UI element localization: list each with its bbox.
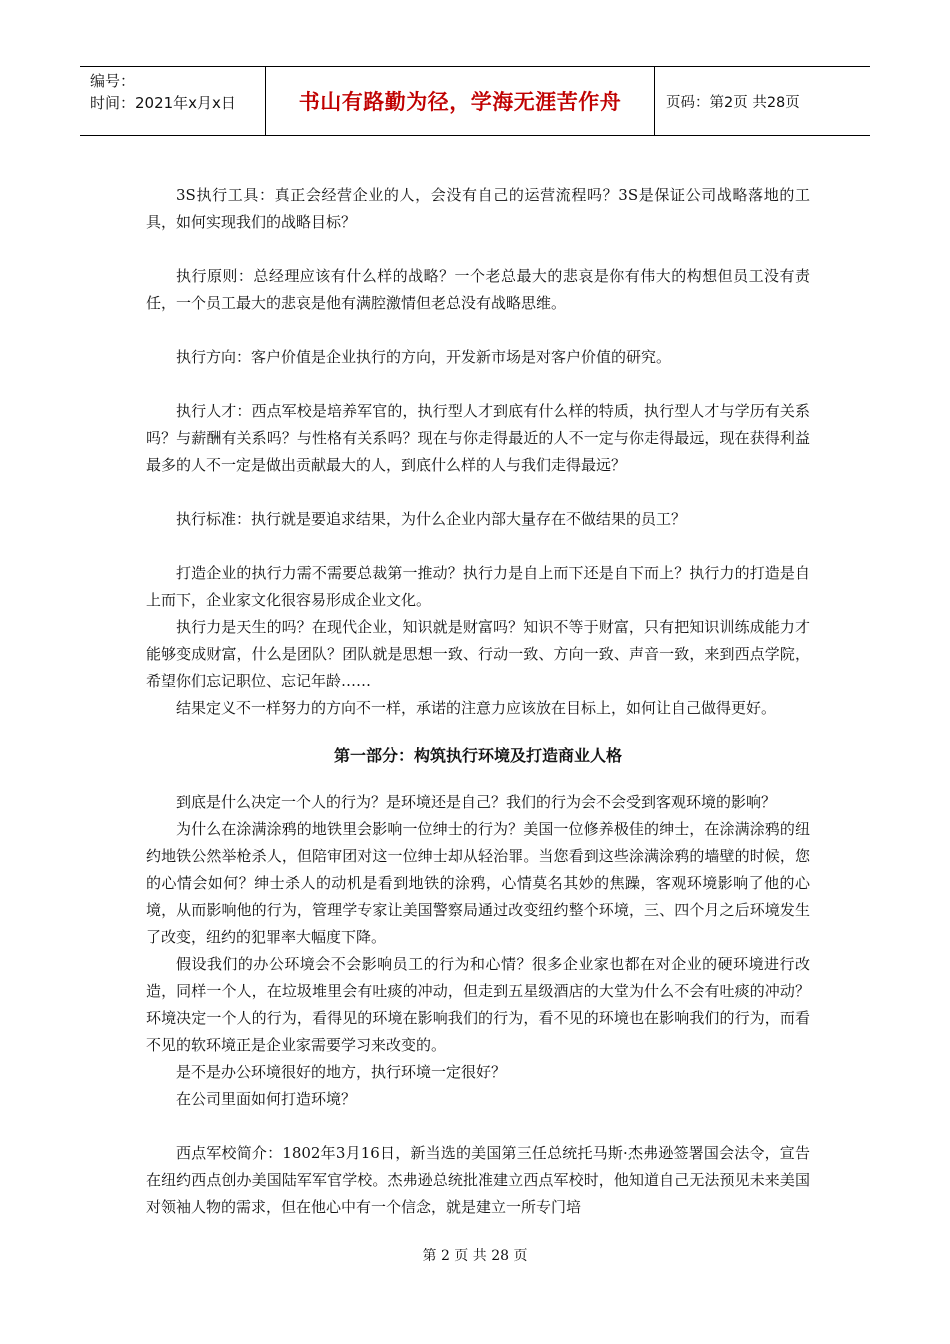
paragraph-office-environment: 假设我们的办公环境会不会影响员工的行为和心情？很多企业家也都在对企业的硬环境进行改造，同样一个人，在垃圾堆里会有吐痰的冲动，但走到五星级酒店的大堂为什么不会有吐痰的冲动？环境决定一个人的行为，看得见的环境在影响我们的行为，看不见的环境也在影响我们的行为，而看不见的软环境正是企业家需要学习来改变的。 bbox=[146, 955, 810, 1054]
paragraph-result-definition: 结果定义不一样努力的方向不一样，承诺的注意力应该放在目标上，如何让自己做得更好。 bbox=[176, 699, 777, 717]
section-title: 第一部分：构筑执行环境及打造商业人格 bbox=[333, 746, 622, 765]
paragraph-talent: 执行人才：西点军校是培养军官的，执行型人才到底有什么样的特质，执行型人才与学历有关系吗？与薪酬有关系吗？与性格有关系吗？现在与你走得最近的人不一定与你走得最远，现在获得利益最多的人不一定是做出贡献最大的人，到底什么样的人与我们走得最远？ bbox=[146, 402, 810, 474]
header-page-info: 页码：第2页 共28页 bbox=[666, 94, 800, 111]
paragraph-subway: 为什么在涂满涂鸦的地铁里会影响一位绅士的行为？美国一位修养极佳的绅士，在涂满涂鸦的纽约地铁公然举枪杀人，但陪审团对这一位绅士却从轻治罪。当您看到这些涂满涂鸦的墙壁的时候，您的心情会如何？绅士杀人的动机是看到地铁的涂鸦，心情莫名其妙的焦躁，客观环境影响了他的心境，从而影响他的行为，管理学专家让美国警察局通过改变纽约整个环境，三、四个月之后环境发生了改变，纽约的犯罪率大幅度下降。 bbox=[146, 820, 810, 946]
paragraph-west-point: 西点军校简介：1802年3月16日，新当选的美国第三任总统托马斯·杰弗逊签署国会法令，宣告在纽约西点创办美国陆军军官学校。杰弗逊总统批准建立西点军校时，他知道自己无法预见未来美国对领袖人物的需求，但在他心中有一个信念，就是建立一所专门培 bbox=[146, 1144, 810, 1216]
paragraph-3s-tools: 3S执行工具：真正会经营企业的人，会没有自己的运营流程吗？3S是保证公司战略落地的工具，如何实现我们的战略目标？ bbox=[146, 186, 810, 231]
page-footer: 第 2 页 共 28 页 bbox=[422, 1248, 528, 1264]
header-motto-cell bbox=[266, 67, 655, 135]
paragraph-question-office: 是不是办公环境很好的地方，执行环境一定很好？ bbox=[176, 1063, 507, 1081]
date-label: 时间：2021年x月x日 bbox=[90, 94, 236, 112]
page-header bbox=[80, 66, 870, 136]
paragraph-principles: 执行原则：总经理应该有什么样的战略？一个老总最大的悲哀是你有伟大的构想但员工没有责任，一个员工最大的悲哀是他有满腔激情但老总没有战略思维。 bbox=[146, 267, 810, 312]
document-body bbox=[146, 182, 810, 1221]
paragraph-question-company: 在公司里面如何打造环境？ bbox=[176, 1090, 357, 1108]
header-motto: 书山有路勤为径，学海无涯苦作舟 bbox=[298, 90, 622, 114]
paragraph-standard: 执行标准：执行就是要追求结果，为什么企业内部大量存在不做结果的员工？ bbox=[176, 510, 687, 528]
header-meta bbox=[80, 67, 266, 135]
header-page-cell bbox=[654, 67, 870, 135]
paragraph-direction: 执行方向：客户价值是企业执行的方向，开发新市场是对客户价值的研究。 bbox=[176, 348, 672, 366]
number-label: 编号： bbox=[90, 72, 136, 90]
paragraph-what-decides: 到底是什么决定一个人的行为？是环境还是自己？我们的行为会不会受到客观环境的影响？ bbox=[176, 793, 777, 811]
paragraph-innate: 执行力是天生的吗？在现代企业，知识就是财富吗？知识不等于财富，只有把知识训练成能力才能够变成财富，什么是团队？团队就是思想一致、行动一致、方向一致、声音一致，来到西点学院，希望你们忘记职位、忘记年龄…… bbox=[146, 618, 810, 690]
paragraph-ceo-push: 打造企业的执行力需不需要总裁第一推动？执行力是自上而下还是自下而上？执行力的打造是自上而下，企业家文化很容易形成企业文化。 bbox=[146, 564, 810, 609]
